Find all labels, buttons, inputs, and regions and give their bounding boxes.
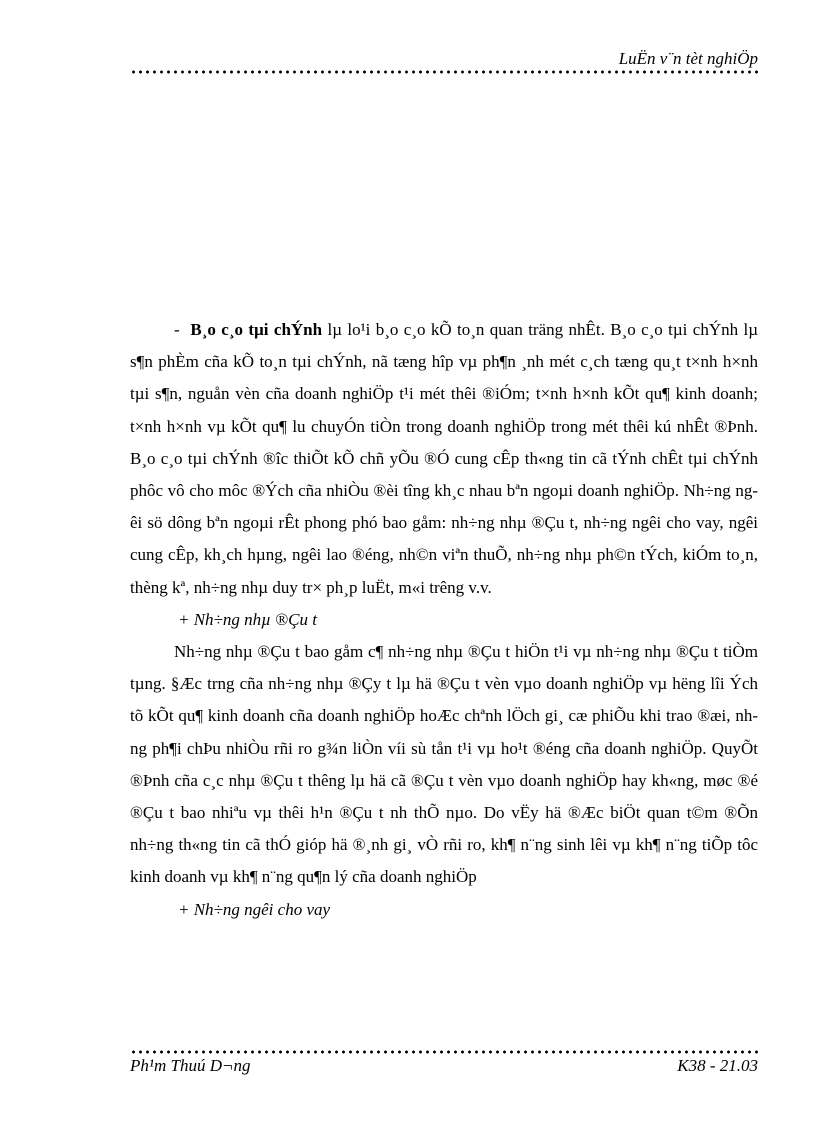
footer-class-code: K38 - 21.03 [677, 1056, 758, 1075]
header-dotted-rule [130, 70, 758, 74]
subheading-lenders: + Nh÷ng ngêi cho vay [178, 899, 331, 919]
footer-dotted-rule [130, 1050, 758, 1054]
footer-author: Ph¹m Thuú D¬ng [130, 1056, 251, 1075]
body-text [130, 314, 758, 926]
header-title: LuËn v¨n tèt nghiÖp [618, 49, 758, 68]
paragraph-text: lµ lo¹i b¸o c¸o kÕ to¸n quan träng nhÊt. B¸o c¸o tµi chÝnh lµ s¶n phÈm cña kÕ to¸n tµi chÝnh, nã tæng hîp vµ ph¶n ¸nh mét c¸ch tæng qu¸t t×nh h×nh tµi s¶n, nguån vèn cña doanh nghiÖp t¹i mét thêi ®iÓm; t×nh h×nh kÕt qu¶ kinh doanh; t×nh h×nh vµ kÕt qu¶ lu chuyÓn tiÒn trong doanh nghiÖp trong mét thêi kú nhÊt ®Þnh. B¸o c¸o tµi chÝnh ®îc thiÕt kÕ chñ yÕu ®Ó cung cÊp th«ng tin cã tÝnh chÊt tµi chÝnh phôc vô cho môc ®Ých cña nhiÒu ®èi tîng kh¸c nhau bªn ngoµi doanh nghiÖp. Nh÷ng ngêi sö dông bªn ngoµi rÊt phong phó bao gåm: nh÷ng nhµ ®Çu t, nh÷ng ngêi cho vay, ngêi cung cÊp, kh¸ch hµng, ngêi lao ®éng, nh©n viªn thuÕ, nh÷ng nhµ ph©n tÝch, kiÓm to¸n, thèng kª, nh÷ng nhµ duy tr× ph¸p luËt, m«i trêng v.v. [130, 320, 758, 597]
subheading-investors: + Nh÷ng nhµ ®Çu t [178, 609, 317, 629]
paragraph-financial-report: - B¸o c¸o tµi chÝnh lµ lo¹i b¸o c¸o kÕ to¸n quan träng nhÊt. B¸o c¸o tµi chÝnh lµ s¶n phÈm cña kÕ to¸n tµi chÝnh, nã tæng hîp vµ ph¶n ¸nh mét c¸ch tæng qu¸t t×nh h×nh tµi s¶n, nguån vèn cña doanh nghiÖp t¹i mét thêi ®iÓm; t×nh h×nh kÕt qu¶ kinh doanh; t×nh h×nh vµ kÕt qu¶ lu chuyÓn tiÒn trong doanh nghiÖp trong mét thêi kú nhÊt ®Þnh. B¸o c¸o tµi chÝnh ®îc thiÕt kÕ chñ yÕu ®Ó cung cÊp th«ng tin cã tÝnh chÊt tµi chÝnh phôc vô cho môc ®Ých cña nhiÒu ®èi tîng kh¸c nhau bªn ngoµi doanh nghiÖp. Nh÷ng ngêi sö dông bªn ngoµi rÊt phong phó bao gåm: nh÷ng nhµ ®Çu t, nh÷ng ngêi cho vay, ngêi cung cÊp, kh¸ch hµng, ngêi lao ®éng, nh©n viªn thuÕ, nh÷ng nhµ ph©n tÝch, kiÓm to¸n, thèng kª, nh÷ng nhµ duy tr× ph¸p luËt, m«i trêng v.v. [130, 320, 758, 597]
paragraph-investors: Nh÷ng nhµ ®Çu t bao gåm c¶ nh÷ng nhµ ®Çu t hiÖn t¹i vµ nh÷ng nhµ ®Çu t tiÒm tµng. §Æc trng cña nh÷ng nhµ ®Çy t lµ hä ®Çu t vèn vµo doanh nghiÖp vµ hëng lîi Ých tõ kÕt qu¶ kinh doanh cña doanh nghiÖp hoÆc chªnh lÖch gi¸ cæ phiÕu khi trao ®æi, nhng ph¶i chÞu nhiÒu rñi ro g¾n liÒn víi sù tån t¹i vµ ho¹t ®éng cña doanh nghiÖp. QuyÕt ®Þnh cña c¸c nhµ ®Çu t thêng lµ hä cã ®Çu t vèn vµo doanh nghiÖp hay kh«ng, møc ®é ®Çu t bao nhiªu vµ thêi h¹n ®Çu t nh thÕ nµo. Do vËy hä ®Æc biÖt quan t©m ®Õn nh÷ng th«ng tin cã thÓ gióp hä ®¸nh gi¸ vÒ rñi ro, kh¶ n¨ng sinh lêi vµ kh¶ n¨ng tiÕp tôc kinh doanh vµ kh¶ n¨ng qu¶n lý cña doanh nghiÖp [130, 642, 758, 887]
term-bold: B¸o c¸o tµi chÝnh [190, 320, 323, 339]
